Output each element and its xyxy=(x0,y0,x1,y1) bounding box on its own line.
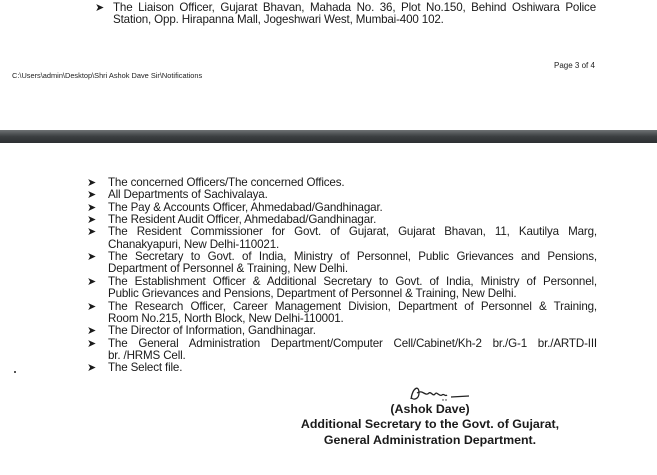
item-line: The concerned Officers/The concerned Offices. xyxy=(108,176,345,189)
item-line: The Director of Information, Gandhinagar. xyxy=(108,324,316,338)
item-line: Public Grievances and Pensions, Department of Personnel & Training, New Delhi. xyxy=(108,287,517,301)
item-line: The Liaison Officer, Gujarat Bhavan, Mahada No. 36, Plot No.150, Behind Oshiwara Police xyxy=(113,1,596,14)
footer-file-path: C:\Users\admin\Desktop\Shri Ashok Dave Sir\Notifications xyxy=(12,71,203,80)
page-3-bottom xyxy=(0,0,657,130)
signatory-designation: Additional Secretary to the Govt. of Gujarat, xyxy=(300,417,560,431)
list-item xyxy=(108,251,597,276)
item-line: All Departments of Sachivalaya. xyxy=(108,188,268,202)
bullet-arrow-icon: ➤ xyxy=(87,251,97,264)
list-item xyxy=(108,189,597,201)
signatory-department: General Administration Department. xyxy=(323,433,537,447)
dot-mark xyxy=(14,371,16,373)
bullet-arrow-icon: ➤ xyxy=(87,226,97,239)
item-line: The Research Officer, Career Management Division, Department of Personnel & Training, xyxy=(108,299,597,313)
item-line: Room No.215, North Block, New Delhi-110001. xyxy=(108,311,344,325)
page-4 xyxy=(0,143,657,475)
item-line: The Establishment Officer & Additional Secretary to Govt. of India, Ministry of Personnel, xyxy=(108,274,597,288)
item-line: The Pay & Accounts Officer, Ahmedabad/Gandhinagar. xyxy=(108,200,383,214)
bullet-arrow-icon: ➤ xyxy=(87,214,97,227)
bullet-arrow-icon: ➤ xyxy=(87,300,97,313)
item-line: The Resident Commissioner for Govt. of Gujarat, Gujarat Bhavan, 11, Kautilya Marg, xyxy=(108,225,597,239)
bullet-arrow-icon: ➤ xyxy=(87,189,97,202)
bullet-arrow-icon: ➤ xyxy=(87,177,97,189)
list-item xyxy=(108,301,597,326)
list-item xyxy=(108,362,597,374)
bullet-arrow-icon: ➤ xyxy=(87,362,97,375)
list-item xyxy=(108,226,597,251)
item-line: The General Administration Department/Computer Cell/Cabinet/Kh-2 br./G-1 br./ARTD-III xyxy=(108,336,597,350)
bullet-arrow-icon: ➤ xyxy=(87,201,97,214)
item-line: The Select file. xyxy=(108,361,183,375)
page-number: Page 3 of 4 xyxy=(554,61,595,70)
page-separator xyxy=(0,130,657,143)
list-item xyxy=(108,338,597,363)
item-line: The Resident Audit Officer, Ahmedabad/Gandhinagar. xyxy=(108,213,377,227)
bullet-arrow-icon: ➤ xyxy=(95,2,105,14)
signatory-name: (Ashok Dave) xyxy=(390,402,470,416)
bullet-arrow-icon: ➤ xyxy=(87,337,97,350)
item-line: Department of Personnel & Training, New Delhi. xyxy=(108,262,348,276)
list-item xyxy=(113,2,596,27)
item-line: The Secretary to Govt. of India, Ministry of Personnel, Public Grievances and Pensions, xyxy=(108,250,597,264)
bullet-arrow-icon: ➤ xyxy=(87,325,97,338)
item-line: Chanakyapuri, New Delhi-110021. xyxy=(108,237,280,251)
item-line: Station, Opp. Hirapanna Mall, Jogeshwari West, Mumbai-400 102. xyxy=(113,13,444,27)
list-item xyxy=(108,325,597,337)
bullet-arrow-icon: ➤ xyxy=(87,275,97,288)
item-line: br. /HRMS Cell. xyxy=(108,348,186,362)
list-item xyxy=(108,276,597,301)
